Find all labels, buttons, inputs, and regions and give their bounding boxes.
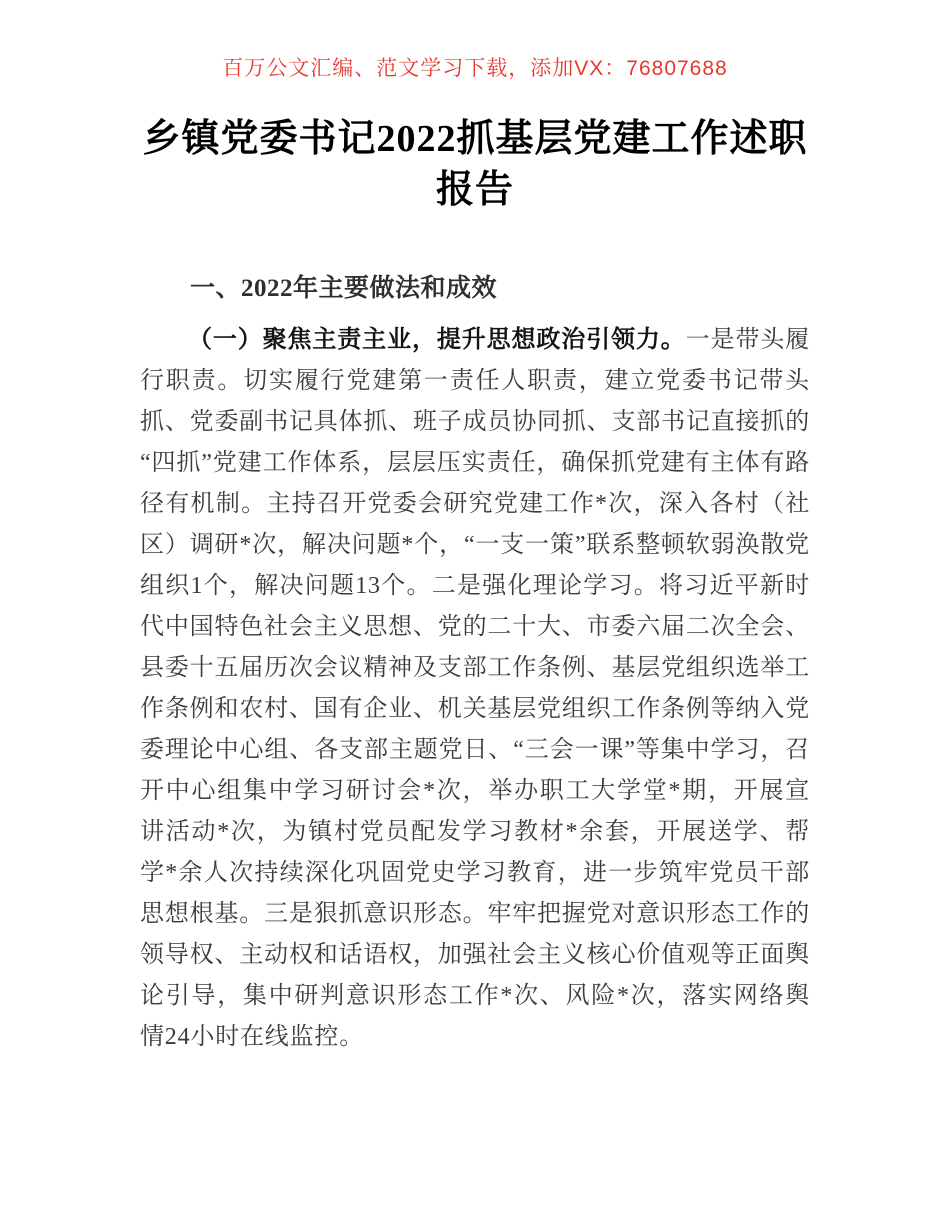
document-body bbox=[140, 268, 810, 1058]
section-heading: 一、2022年主要做法和成效 bbox=[190, 275, 498, 302]
paragraph-text: 一是带头履行职责。切实履行党建第一责任人职责，建立党委书记带头抓、党委副书记具体抓、班子成员协同抓、支部书记直接抓的“四抓”党建工作体系，层层压实责任，确保抓党建有主体有路径有机制。主持召开党委会研究党建工作*次，深入各村（社区）调研*次，解决问题*个，“一支一策”联系整顿软弱涣散党组织1个，解决问题13个。二是强化理论学习。将习近平新时代中国特色社会主义思想、党的二十大、市委六届二次全会、县委十五届历次会议精神及支部工作条例、基层党组织选举工作条例和农村、国有企业、机关基层党组织工作条例等纳入党委理论中心组、各支部主题党日、“三会一课”等集中学习，召开中心组集中学习研讨会*次，举办职工大学堂*期，开展宣讲活动*次，为镇村党员配发学习教材*余套，开展送学、帮学*余人次持续深化巩固党史学习教育，进一步筑牢党员干部思想根基。三是狠抓意识形态。牢牢把握党对意识形态工作的领导权、主动权和话语权，加强社会主义核心价值观等正面舆论引导，集中研判意识形态工作*次、风险*次，落实网络舆情24小时在线监控。 bbox=[140, 327, 811, 1050]
body-paragraph bbox=[140, 320, 810, 1058]
paragraph-lead-bold: （一）聚焦主责主业，提升思想政治引领力。 bbox=[188, 327, 686, 353]
document-title: 乡镇党委书记2022抓基层党建工作述职报告 bbox=[142, 118, 808, 211]
promo-notice: 百万公文汇编、范文学习下载，添加VX：76807688 bbox=[222, 57, 728, 80]
